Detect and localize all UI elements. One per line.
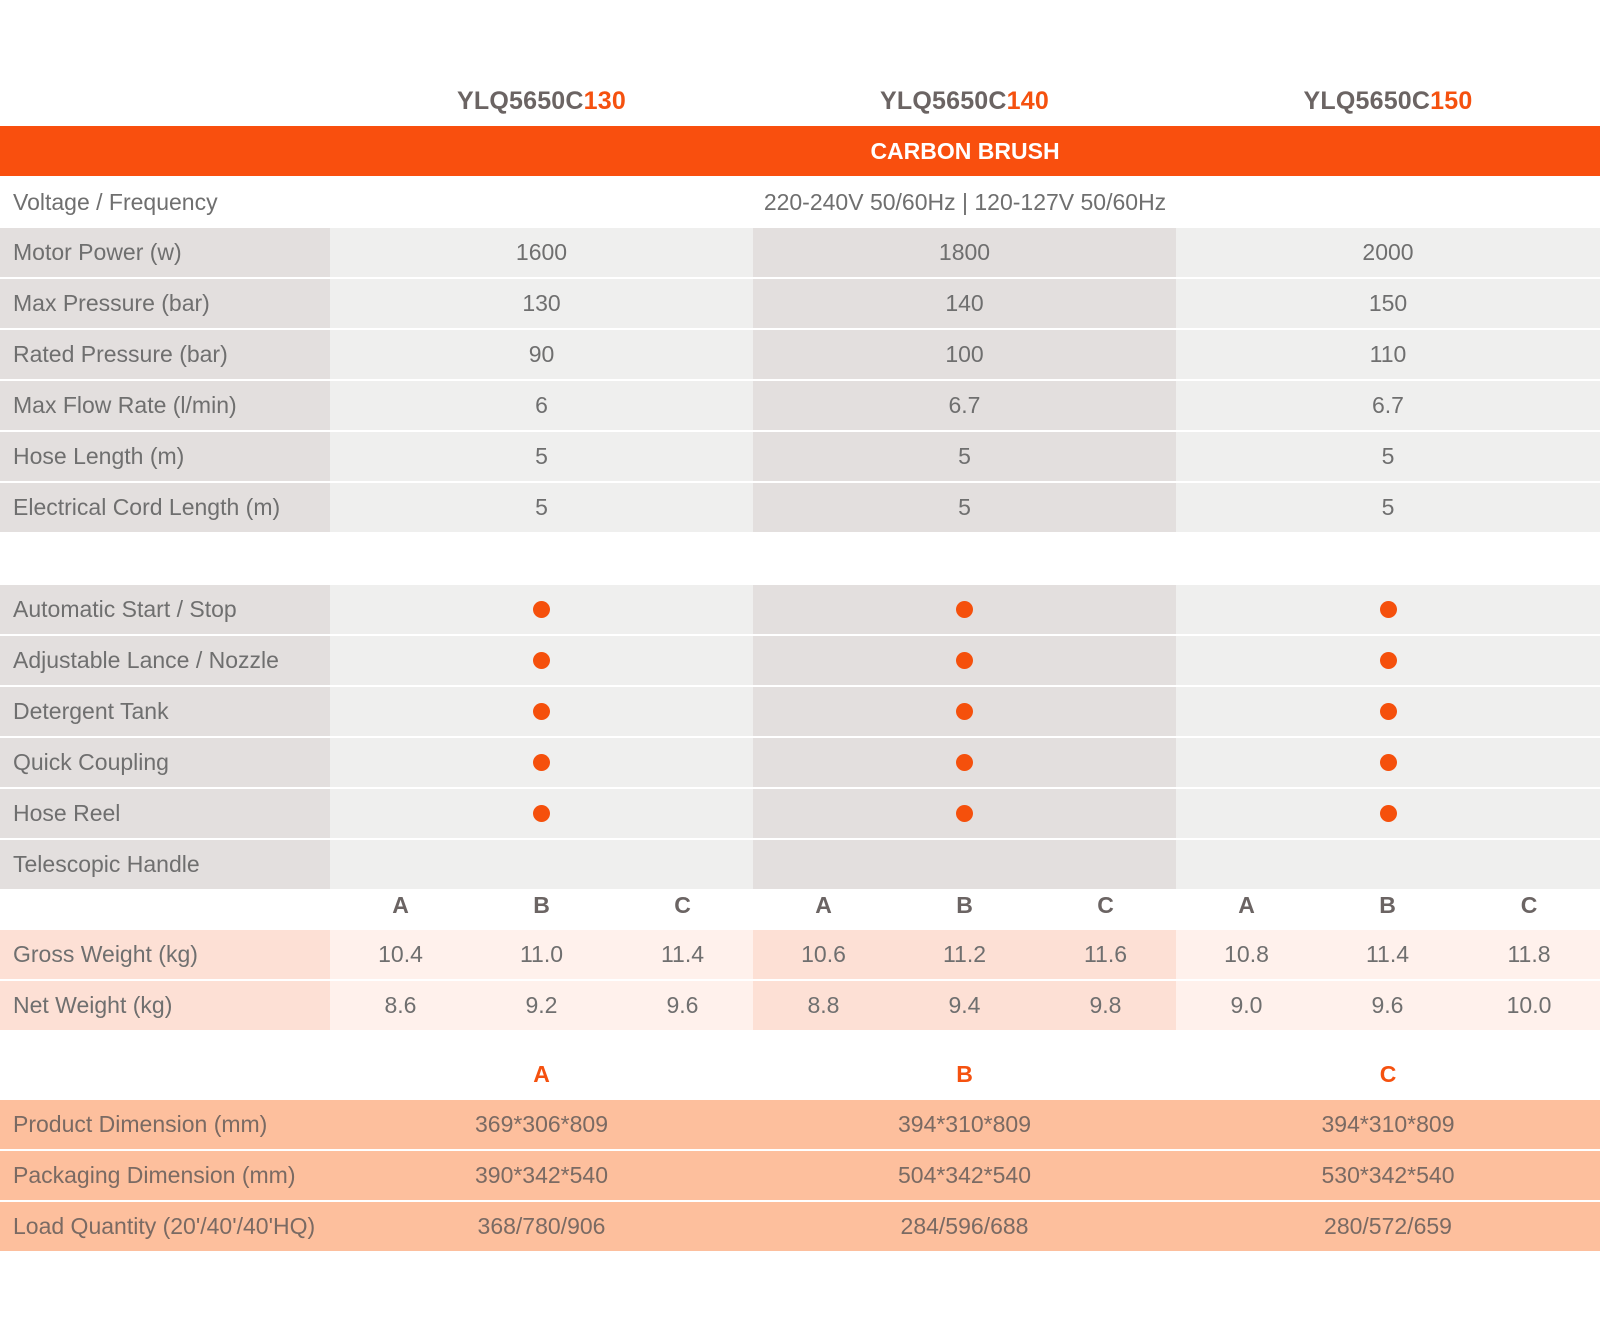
variant-label: B — [956, 892, 973, 918]
dimension-head: C — [1379, 1061, 1397, 1087]
row-label: Hose Reel — [0, 789, 330, 840]
weight-value: 9.0 — [1176, 981, 1317, 1032]
feature-cell — [753, 840, 1176, 891]
spec-value: 1600 — [330, 228, 753, 279]
feature-row — [0, 738, 1600, 789]
feature-cell — [1176, 585, 1600, 636]
weight-row — [0, 981, 1600, 1032]
included-dot-icon — [533, 601, 550, 618]
feature-cell — [753, 789, 1176, 840]
dimension-value: 280/572/659 — [1176, 1202, 1600, 1253]
feature-cell — [1176, 789, 1600, 840]
included-dot-icon — [1380, 754, 1397, 771]
dimension-row — [0, 1202, 1600, 1253]
included-dot-icon — [1380, 805, 1397, 822]
row-label: Motor Power (w) — [0, 228, 330, 279]
spec-row — [0, 483, 1600, 534]
feature-row — [0, 585, 1600, 636]
row-label: Telescopic Handle — [0, 840, 330, 891]
weight-value: 11.4 — [1317, 930, 1458, 981]
variant-label: A — [815, 892, 832, 918]
spec-value: 150 — [1176, 279, 1600, 330]
feature-row — [0, 789, 1600, 840]
feature-cell — [753, 738, 1176, 789]
feature-cell — [330, 585, 753, 636]
spec-value: 2000 — [1176, 228, 1600, 279]
included-dot-icon — [533, 805, 550, 822]
spec-value: 5 — [753, 432, 1176, 483]
row-label: Automatic Start / Stop — [0, 585, 330, 636]
carbon-brush-banner — [0, 126, 1600, 176]
model-heading-3: YLQ5650C 150 — [1303, 86, 1473, 115]
row-label: Rated Pressure (bar) — [0, 330, 330, 381]
weight-value: 9.2 — [471, 981, 612, 1032]
variant-label: C — [1097, 892, 1114, 918]
spec-value: 6.7 — [1176, 381, 1600, 432]
dimension-head-row — [0, 1049, 1600, 1100]
model-heading-1: YLQ5650C 130 — [457, 86, 626, 115]
feature-cell — [753, 687, 1176, 738]
variant-label: B — [1379, 892, 1396, 918]
dimension-value: 369*306*809 — [330, 1100, 753, 1151]
model-header-row — [0, 78, 1600, 124]
weight-value: 11.0 — [471, 930, 612, 981]
feature-row — [0, 840, 1600, 891]
dimension-value: 530*342*540 — [1176, 1151, 1600, 1202]
included-dot-icon — [1380, 652, 1397, 669]
spec-value: 90 — [330, 330, 753, 381]
included-dot-icon — [533, 703, 550, 720]
dimension-value: 394*310*809 — [753, 1100, 1176, 1151]
spec-value: 6 — [330, 381, 753, 432]
weight-value: 8.6 — [330, 981, 471, 1032]
weight-value: 11.6 — [1035, 930, 1176, 981]
included-dot-icon — [956, 652, 973, 669]
included-dot-icon — [956, 805, 973, 822]
row-label: Packaging Dimension (mm) — [0, 1151, 330, 1202]
variant-label: B — [533, 892, 550, 918]
weight-value: 11.8 — [1458, 930, 1600, 981]
spec-value: 6.7 — [753, 381, 1176, 432]
spec-value: 100 — [753, 330, 1176, 381]
spec-value: 140 — [753, 279, 1176, 330]
row-label: Max Flow Rate (l/min) — [0, 381, 330, 432]
included-dot-icon — [533, 754, 550, 771]
spec-value: 5 — [1176, 432, 1600, 483]
variant-label: A — [392, 892, 409, 918]
weight-value: 11.2 — [894, 930, 1035, 981]
included-dot-icon — [956, 601, 973, 618]
variant-label: C — [1520, 892, 1538, 918]
feature-cell — [330, 840, 753, 891]
spec-row — [0, 228, 1600, 279]
row-label: Product Dimension (mm) — [0, 1100, 330, 1151]
weight-value: 8.8 — [753, 981, 894, 1032]
weight-value: 9.6 — [1317, 981, 1458, 1032]
weight-value: 9.8 — [1035, 981, 1176, 1032]
voltage-value: 220-240V 50/60Hz | 120-127V 50/60Hz — [763, 189, 1167, 215]
dimension-value: 390*342*540 — [330, 1151, 753, 1202]
voltage-row — [0, 177, 1600, 228]
dimension-row — [0, 1151, 1600, 1202]
spec-value: 5 — [1176, 483, 1600, 534]
row-label: Detergent Tank — [0, 687, 330, 738]
spec-row — [0, 381, 1600, 432]
weight-value: 10.0 — [1458, 981, 1600, 1032]
weight-row — [0, 930, 1600, 981]
spec-row — [0, 330, 1600, 381]
weight-value: 9.4 — [894, 981, 1035, 1032]
dimension-value: 368/780/906 — [330, 1202, 753, 1253]
row-label: Gross Weight (kg) — [0, 930, 330, 981]
feature-cell — [1176, 738, 1600, 789]
dimension-head: A — [533, 1061, 550, 1087]
variant-label: A — [1238, 892, 1255, 918]
feature-cell — [1176, 840, 1600, 891]
included-dot-icon — [533, 652, 550, 669]
feature-cell — [753, 636, 1176, 687]
row-label: Max Pressure (bar) — [0, 279, 330, 330]
dimension-value: 504*342*540 — [753, 1151, 1176, 1202]
spec-value: 5 — [330, 432, 753, 483]
dimension-value: 394*310*809 — [1176, 1100, 1600, 1151]
feature-cell — [330, 789, 753, 840]
spec-value: 5 — [330, 483, 753, 534]
row-label: Load Quantity (20'/40'/40'HQ) — [0, 1202, 330, 1253]
dimension-row — [0, 1100, 1600, 1151]
weight-value: 10.4 — [330, 930, 471, 981]
row-label: Hose Length (m) — [0, 432, 330, 483]
spec-row — [0, 432, 1600, 483]
dimension-head: B — [956, 1061, 973, 1087]
spec-row — [0, 279, 1600, 330]
banner-title: CARBON BRUSH — [870, 137, 1060, 164]
spec-value: 130 — [330, 279, 753, 330]
included-dot-icon — [956, 754, 973, 771]
included-dot-icon — [1380, 703, 1397, 720]
weight-value: 11.4 — [612, 930, 753, 981]
feature-cell — [330, 738, 753, 789]
row-label: Voltage / Frequency — [13, 189, 218, 215]
row-label: Net Weight (kg) — [0, 981, 330, 1032]
feature-cell — [753, 585, 1176, 636]
spec-value: 110 — [1176, 330, 1600, 381]
included-dot-icon — [1380, 601, 1397, 618]
spec-value: 5 — [753, 483, 1176, 534]
feature-cell — [1176, 636, 1600, 687]
feature-row — [0, 687, 1600, 738]
feature-row — [0, 636, 1600, 687]
weight-value: 10.6 — [753, 930, 894, 981]
row-label: Quick Coupling — [0, 738, 330, 789]
spec-value: 1800 — [753, 228, 1176, 279]
dimension-value: 284/596/688 — [753, 1202, 1176, 1253]
feature-cell — [1176, 687, 1600, 738]
included-dot-icon — [956, 703, 973, 720]
model-heading-2: YLQ5650C 140 — [880, 86, 1049, 115]
row-label: Electrical Cord Length (m) — [0, 483, 330, 534]
feature-cell — [330, 636, 753, 687]
weight-value: 10.8 — [1176, 930, 1317, 981]
weight-value: 9.6 — [612, 981, 753, 1032]
feature-cell — [330, 687, 753, 738]
variant-label: C — [674, 892, 691, 918]
row-label: Adjustable Lance / Nozzle — [0, 636, 330, 687]
